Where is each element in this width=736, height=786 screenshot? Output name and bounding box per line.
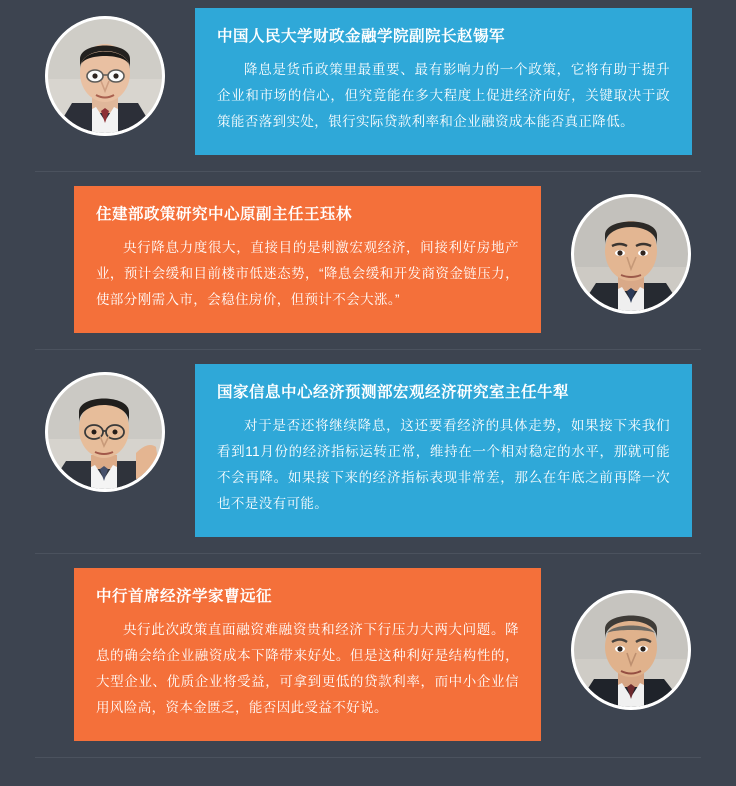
quote-card xyxy=(74,568,541,741)
spacer xyxy=(0,741,736,757)
portrait-illustration xyxy=(574,593,688,707)
spacer xyxy=(0,333,736,349)
quote-text: 央行此次政策直面融资难融资贵和经济下行压力大两大问题。降息的确会给企业融资成本下降带来好处。但是这种利好是结构性的，大型企业、优质企业将受益，可拿到更低的贷款利率，而中小企业信用风险高，资本金匮乏，能否因此受益不好说。 xyxy=(96,622,519,715)
quote-row xyxy=(0,568,736,741)
portrait-niu-li xyxy=(45,372,165,492)
quote-text: 降息是货币政策里最重要、最有影响力的一个政策，它将有助于提升企业和市场的信心，但究竟能在多大程度上促进经济向好，关键取决于政策能否落到实处，银行实际贷款利率和企业融资成本能否真正降低。 xyxy=(217,62,670,129)
speaker-title: 中行首席经济学家曹远征 xyxy=(96,588,273,605)
speaker-title: 住建部政策研究中心原副主任王珏林 xyxy=(96,206,353,223)
quote-block-4 xyxy=(0,568,736,758)
portrait-zhao-xijun xyxy=(45,16,165,136)
portrait-cao-yuanzheng xyxy=(571,590,691,710)
quote-card xyxy=(74,186,541,333)
quote-card xyxy=(195,8,692,155)
quote-row xyxy=(0,364,736,537)
spacer xyxy=(0,155,736,171)
portrait-wang-jue-lin xyxy=(571,194,691,314)
spacer xyxy=(0,537,736,553)
portrait-illustration xyxy=(48,375,162,489)
portrait-illustration xyxy=(48,19,162,133)
speaker-title: 中国人民大学财政金融学院副院长赵锡军 xyxy=(217,28,506,45)
quote-block-3 xyxy=(0,364,736,568)
quote-row xyxy=(0,8,736,155)
quote-block-2 xyxy=(0,186,736,364)
section-divider xyxy=(35,757,701,758)
portrait-illustration xyxy=(574,197,688,311)
speaker-title: 国家信息中心经济预测部宏观经济研究室主任牛犁 xyxy=(217,384,570,401)
avatar-photo xyxy=(48,375,162,489)
spacer xyxy=(0,554,736,568)
quote-row xyxy=(0,186,736,333)
avatar-photo xyxy=(48,19,162,133)
spacer xyxy=(0,172,736,186)
quote-card xyxy=(195,364,692,537)
quote-block-1 xyxy=(0,0,736,186)
avatar-photo xyxy=(574,197,688,311)
quote-text: 对于是否还将继续降息，这还要看经济的具体走势，如果接下来我们看到11月份的经济指标运转正常，维持在一个相对稳定的水平，那就可能不会再降。如果接下来的经济指标表现非常差，那么在年底之前再降一次也不是没有可能。 xyxy=(217,418,670,511)
avatar-photo xyxy=(574,593,688,707)
quote-text: 央行降息力度很大，直接目的是刺激宏观经济，间接利好房地产业，预计会缓和目前楼市低迷态势，“降息会缓和开发商资金链压力，使部分刚需入市，会稳住房价，但预计不会大涨。” xyxy=(96,240,519,307)
spacer xyxy=(0,350,736,364)
